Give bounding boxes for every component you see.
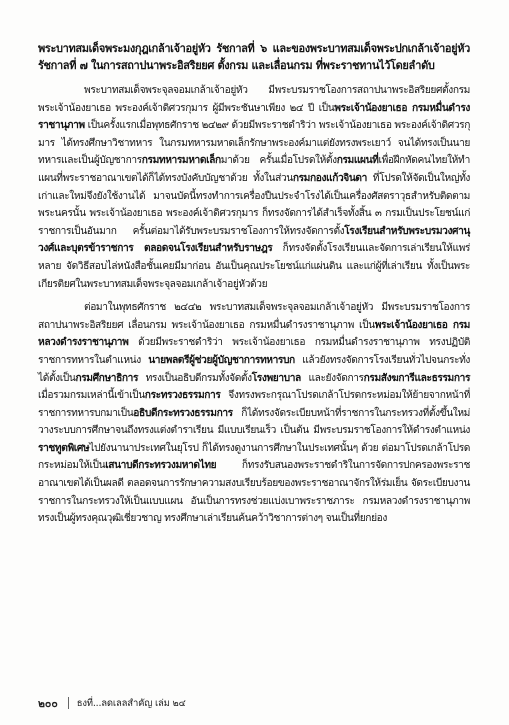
text-run: เมื่อรวมกรมเหล่านี้เข้าเป็น bbox=[38, 390, 145, 402]
text-run: เป็นครั้งแรกเมื่อพุทธศักราช ๒๔๒๙ ด้วยมีพระราชดำริว่า พระเจ้าน้องยาเธอ พระองค์เจ้าดิศวรกุมาร ได้ทรงศึกษาวิชาทหาร ในกรมทหารมหาดเล็กรักษาพระองค์มาแต่ยังทรงพระเยาว์ จนได้ทรงเป็นนายทหารและเป็นผู้บัญชาการ bbox=[38, 120, 470, 167]
text-run: เพื่อฝึกหัดคนไทยให้ทำแผนที่พระราชอาณาเขตได้ก็ได้ทรงบังคับบัญชาด้วย ทั้งในส่วน bbox=[38, 155, 470, 184]
text-run: ก็ได้ทรงจัดระเบียบหน้าที่ราชการในกระทรวงที่ตั้งขึ้นใหม่ วางระบบการศึกษาจนถึงทรงแต่งตำราเรียน มีแบบเรียนเร็ว เป็นต้น มีพระบรมราชโองการให้ดำรงตำแหน่ง bbox=[38, 407, 470, 437]
bold-run: กรมทหารมหาดเล็ก bbox=[141, 155, 221, 167]
text-run: ก็ทรงรับสนองพระราชดำริในการจัดการปกครองพระราชอาณาเขตได้เป็นผลดี ตลอดจนการรักษาความสงบเรียบร้อยของพระราชอาณาจักรให้ร่มเย็น จัดระเบียบงานราชการในกระทรวงให้เป็นแบบแผน อันเป็นการทรงช่วยแบ่งเบาพระราชภาระ กรมหลวงดำรงราชานุภาพ ทรงเป็นผู้ทรงคุณวุฒิเชี่ยวชาญ ทรงศึกษาเล่าเรียนค้นคว้าวิชาการต่างๆ จนเป็นที่ยกย่อง bbox=[38, 460, 470, 525]
bold-run: พระเจ้าน้องยาเธอ กรมหลวงดำรงราชานุภาพ bbox=[38, 319, 470, 349]
bold-run: ราชทูตพิเศษ bbox=[38, 442, 90, 454]
text-run: ไปยังนานาประเทศในยุโรป ก็ได้ทรงดูงานการศึกษาในประเทศนั้นๆ ด้วย ต่อมาโปรดเกล้าโปรดกระหม่อมให้เป็น bbox=[38, 442, 470, 472]
paragraph-2 bbox=[38, 299, 470, 528]
text-run: แล้วยังทรงจัดการโรงเรียนทั่วไปจนกระทั่งได้ตั้งเป็น bbox=[38, 354, 470, 384]
paragraph-1 bbox=[38, 82, 470, 293]
page-footer bbox=[38, 694, 470, 712]
page-content bbox=[38, 40, 470, 534]
text-run: จึงทรงพระกรุณาโปรดเกล้าโปรดกระหม่อมให้ย้ายจากหน้าที่ราชการทหารบกมาเป็น bbox=[38, 390, 470, 419]
text-run: พระบาทสมเด็จพระจุลจอมเกล้าเจ้าอยู่หัว มีพระบรมราชโองการสถาปนาพระอิสริยยศตั้งกรม พระเจ้าน้องยาเธอ พระองค์เจ้าดิศวรกุมาร ผู้มีพระชันษาเพียง ๒๔ ปี เป็น bbox=[38, 85, 470, 114]
bold-run: พระเจ้าน้องยาเธอ กรมหมื่นดำรงราชานุภาพ bbox=[38, 102, 470, 132]
text-run: และยังจัดการ bbox=[300, 372, 364, 384]
text-run: ต่อมาในพุทธศักราช ๒๔๔๒ พระบาทสมเด็จพระจุลจอมเกล้าเจ้าอยู่หัว มีพระบรมราชโองการสถาปนาพระอิสริยยศ เลื่อนกรม พระเจ้าน้องยาเธอ กรมหมื่นดำรงราชานุภาพ เป็น bbox=[38, 302, 470, 331]
text-run: ด้วยมีพระราชดำริว่า พระเจ้าน้องยาเธอ กรมหมื่นดำรงราชานุภาพ ทรงปฏิบัติราชการทหารในตำแหน่ง bbox=[38, 337, 470, 366]
bold-run: กรมกองแก้วจินดา bbox=[292, 172, 367, 184]
page-heading: พระบาทสมเด็จพระมงกุฎเกล้าเจ้าอยู่หัว รัชกาลที่ ๖ และของพระบาทสมเด็จพระปกเกล้าเจ้าอยู่หัว รัชกาลที่ ๗ ในการสถาปนาพระอิสริยยศ ตั้งกรม และเลื่อนกรม ที่พระราชทานไว้โดยลำดับ bbox=[38, 42, 470, 72]
running-title: ธงที่...ลดเลลสำคัญ เล่ม ๒๔ bbox=[76, 697, 186, 709]
bold-run: กรมสังฆการีและธรรมการ bbox=[363, 372, 471, 384]
bold-run: นายพลตรีผู้ช่วยผู้บัญชาการทหารบก bbox=[148, 354, 295, 366]
bold-run: กรมศึกษาธิการ bbox=[75, 372, 139, 384]
text-run: มาด้วย ครั้นเมื่อโปรดให้ตั้ง bbox=[220, 155, 337, 167]
bold-run: เสนาบดีกระทรวงมหาดไทย bbox=[105, 460, 217, 472]
bold-run: กรมแผนที่ bbox=[336, 155, 379, 167]
page-number: ๒๐๐ bbox=[38, 697, 58, 710]
bold-run: กระทรวงธรรมการ bbox=[144, 390, 221, 402]
text-run: ก็ทรงจัดตั้งโรงเรียนและจัดการเล่าเรียนให้แพร่หลาย จัดวิธีสอบไล่หนังสือชั้นเคยมีมาก่อน อันเป็นคุณประโยชน์แก่แผ่นดิน และแก่ผู้ที่เล่าเรียน ทั้งเป็นพระเกียรติยศในพระบาทสมเด็จพระจุลจอมเกล้าเจ้าอยู่หัวด้วย bbox=[38, 243, 470, 290]
footer-divider bbox=[68, 697, 69, 709]
text-run: ที่โปรดให้จัดเป็นใหญ่ทั้งเก่าและใหม่จึงยังใช้งานได้ มาจนบัดนี้ทรงทำการเครื่องปืนประจำโรงได้เป็นเครื่องศัสตราวุธสำหรับติดตามพระนครนั้น พระเจ้าน้องยาเธอ พระองค์เจ้าดิศวรกุมาร ก็ทรงจัดการได้สำเร็จทั้งสิ้น ๓ กรมเป็นประโยชน์แก่ราชการเป็นอันมาก ครั้นต่อมาได้รับพระบรมราชโองการให้ทรงจัดการตั้ง bbox=[38, 172, 470, 237]
bold-run: อธิบดีกระทรวงธรรมการ bbox=[133, 407, 233, 419]
bold-run: โรงเรียนสำหรับพระบรมวงศานุวงศ์และบุตรข้าราชการ ตลอดจนโรงเรียนสำหรับราษฎร bbox=[38, 225, 470, 255]
bold-run: โรงพยาบาล bbox=[251, 372, 301, 384]
text-run: ทรงเป็นอธิบดีกรมทั้งจัดตั้ง bbox=[138, 372, 252, 384]
